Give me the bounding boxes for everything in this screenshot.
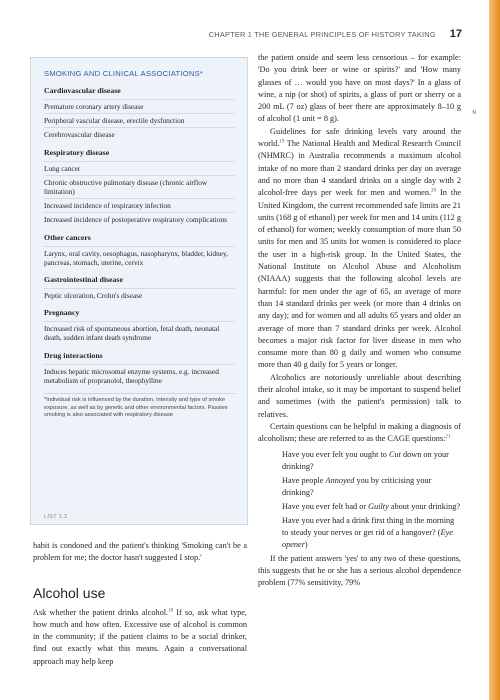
section-heading: Alcohol use (33, 584, 106, 601)
text: about your drinking? (388, 501, 461, 511)
paragraph (258, 421, 461, 446)
category-group (44, 308, 235, 344)
margin-note: N (472, 110, 476, 116)
category-heading: Pregnancy (44, 308, 80, 318)
text: you by criticising your drinking? (282, 475, 432, 497)
cage-question (270, 501, 461, 513)
category-item: Larynx, oral cavity, oesophagus, nasopharynx, bladder, kidney, pancreas, stomach, uterine, cervix (44, 246, 235, 269)
chapter-title: CHAPTER 1 THE GENERAL PRINCIPLES OF HISTORY TAKING (208, 30, 436, 39)
category-item: Peptic ulceration, Crohn's disease (44, 288, 235, 302)
page-header (208, 28, 462, 40)
category-item: Increased incidence of respiratory infection (44, 198, 235, 212)
box-title: SMOKING AND CLINICAL ASSOCIATIONS* (44, 69, 204, 78)
box-categories (44, 86, 235, 387)
category-item: Chronic obstructive pulmonary disease (chronic airflow limitation) (44, 175, 235, 198)
paragraph: Alcoholics are notoriously unreliable about describing their alcohol intake, so it may be important to suspend belief and sometimes (with the patient's permission) talk to relatives. (258, 372, 461, 419)
cage-keyword: Cut (389, 449, 401, 459)
category-group (44, 86, 235, 142)
chapter-tab (489, 0, 500, 700)
category-heading: Cardiovascular disease (44, 86, 121, 95)
paragraph (33, 607, 247, 668)
list-label: LIST 1.2 (44, 514, 68, 520)
category-item: Increased incidence of postoperative respiratory complications (44, 212, 235, 226)
cage-keyword: Annoyed (325, 475, 355, 485)
category-item: Induces hepatic microsomal enzyme systems, e.g. increased metabolism of propranolol, theophylline (44, 364, 235, 387)
left-column (33, 540, 247, 668)
text: down on your drinking? (282, 449, 449, 471)
paragraph: If the patient answers 'yes' to any two of these questions, this suggests that he or she has a serious alcohol dependence problem (77% sensitivity, 79% (258, 553, 461, 588)
category-heading: Drug interactions (44, 350, 103, 360)
category-heading: Respiratory disease (44, 147, 110, 157)
page-number: 17 (449, 28, 462, 40)
category-group (44, 275, 235, 302)
category-group (44, 148, 235, 227)
cage-question (270, 449, 461, 473)
cage-question (270, 515, 461, 551)
text: Have people (282, 475, 326, 485)
category-item: Increased risk of spontaneous abortion, fetal death, neonatal death, sudden infant death syndrome (44, 321, 235, 344)
box-footnote: *Individual risk is influenced by the duration, intensity and type of smoke exposure, as well as by genetic and other environmental factors. Passive smoking is also associated with respiratory disease (44, 393, 235, 420)
reference-link[interactable]: 19 (279, 139, 285, 145)
category-item: Peripheral vascular disease, erectile dysfunction (44, 113, 235, 127)
cage-question (270, 475, 461, 499)
text: Guidelines for safe drinking levels vary around the world. (258, 126, 461, 149)
category-group (44, 351, 235, 387)
reference-link[interactable]: 20 (431, 188, 437, 194)
cage-keyword: Guilty (368, 501, 389, 511)
reference-link[interactable]: 21 (445, 434, 451, 440)
text: If so, ask what type, how much and how often. Excessive use of alcohol is common in the community; if the patient claims to be a social drinker, find out exactly what this means. Again a conversational approach may help keep (33, 607, 247, 666)
cage-keyword: Eye opener (282, 527, 453, 549)
category-heading: Other cancers (44, 232, 91, 242)
smoking-associations-box (30, 57, 248, 525)
text: Ask whether the patient drinks alcohol. (33, 607, 169, 617)
reference-link[interactable]: 18 (168, 607, 174, 613)
text: Certain questions can be helpful in making a diagnosis of alcoholism; these are referred to as the CAGE questions: (258, 421, 461, 444)
paragraph: the patient onside and seem less censorious – for example: 'Do you drink beer or wine or spirits?' and 'How many glasses of … would you have on most days?' In a glass of wine, a nip (or shot) of spirits, a glass of port or sherry or a 200 mL (7 oz) glass of beer there are approximately 8–10 g of alcohol (1 unit = 8 g). (258, 53, 461, 124)
category-item: Lung cancer (44, 161, 235, 175)
text: The National Health and Medical Research Council (NHMRC) in Australia recommends a maximum alcohol intake of no more than 2 standard drinks per day on average and no more than 4 standard drinks on a single day with 2 alcohol-free days per week for men and women. (258, 139, 461, 198)
category-group (44, 233, 235, 269)
right-column (258, 52, 461, 589)
paragraph: habit is condoned and the patient's thinking 'Smoking can't be a problem for me; the doctor hasn't suggested I stop.' (33, 541, 247, 563)
paragraph (258, 126, 461, 372)
text: ) (304, 539, 308, 549)
text: In the United Kingdom, the current recommended safe limits are 21 units (168 g of ethanol) per week for men and 14 units (112 g of ethanol) for women; weekly consumption of more than 50 units for men and 35 units for women is considered to place the user in a high-risk group. In the United States, the National Institute on Alcohol Abuse and Alcoholism (NIAAA) suggests that the following alcohol levels are harmful: for men under the age of 65, an average of more than 14 standard drinks per week (or more than 4 drinks on any day); and for women and all adults 65 years and older an average of more than 7 standard drinks per week. Alcohol becomes a major risk factor for liver disease in men who consume more than 80 g daily and women who consume more than 40 g daily for 5 years or longer. (258, 188, 462, 370)
text: Have you ever felt bad or (282, 501, 369, 511)
category-item: Premature coronary artery disease (44, 99, 235, 113)
text: Have you ever felt you ought to (282, 449, 389, 459)
category-item: Cerebrovascular disease (44, 127, 235, 141)
category-heading: Gastrointestinal disease (44, 275, 123, 285)
text: Have you ever had a drink first thing in the morning to steady your nerves or get rid of a hangover? ( (282, 515, 455, 537)
cage-questions (258, 449, 461, 551)
